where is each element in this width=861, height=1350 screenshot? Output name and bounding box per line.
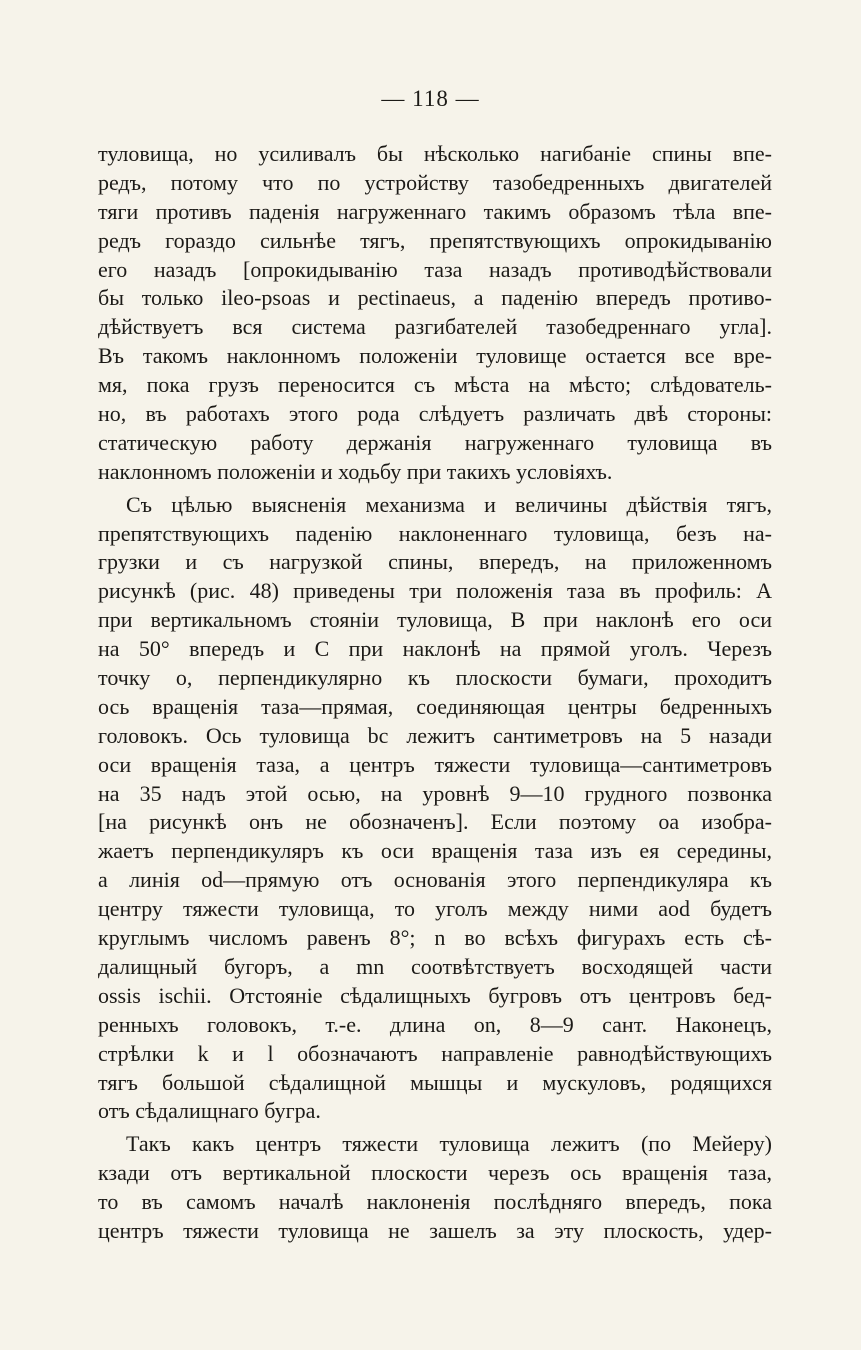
paragraph-3 xyxy=(98,1130,772,1246)
paragraph-2 xyxy=(98,491,772,1127)
text-line: центру тяжести туловища, то уголъ между ними aod будетъ xyxy=(98,896,772,922)
text-line: на 50° впередъ и C при наклонѣ на прямой уголъ. Черезъ xyxy=(98,636,772,662)
text-line: дѣйствуетъ вся система разгибателей тазобедреннаго угла]. xyxy=(98,314,772,340)
text-line: головокъ. Ось туловища bc лежитъ сантиметровъ на 5 назади xyxy=(98,722,772,748)
page-number: — 118 — xyxy=(381,86,480,111)
text-line: а линiя od—прямую отъ основанiя этого перпендикуляра къ xyxy=(98,867,772,893)
text-line: [на рисункѣ онъ не обозначенъ]. Если поэтому oa изобра- xyxy=(98,809,772,835)
body-text xyxy=(98,140,772,1246)
text-line: стрѣлки k и l обозначаютъ направленiе равнодѣйствующихъ xyxy=(98,1040,772,1066)
text-line: центръ тяжести туловища не зашелъ за эту плоскость, удер- xyxy=(98,1217,772,1243)
text-line: ossis ischii. Отстоянiе сѣдалищныхъ бугровъ отъ центровъ бед- xyxy=(98,982,772,1008)
text-line: туловища, но усиливалъ бы нѣсколько нагибанiе спины впе- xyxy=(98,141,772,166)
text-line: ренныхъ головокъ, т.-е. длина on, 8—9 сант. Наконецъ, xyxy=(98,1011,772,1037)
text-line: редъ, потому что по устройству тазобедренныхъ двигателей xyxy=(98,169,772,195)
text-line: препятствующихъ паденiю наклоненнаго туловища, безъ на- xyxy=(98,520,772,546)
text-line: оси вращенiя таза, а центръ тяжести туловища—сантиметровъ xyxy=(98,751,772,777)
text-line: кзади отъ вертикальной плоскости черезъ ось вращенiя таза, xyxy=(98,1160,772,1186)
text-line: круглымъ числомъ равенъ 8°; n во всѣхъ фигурахъ есть сѣ- xyxy=(98,925,772,951)
text-line: редъ гораздо сильнѣе тягъ, препятствующихъ опрокидыванiю xyxy=(98,227,772,253)
text-line: далищный бугоръ, а mn соотвѣтствуетъ восходящей части xyxy=(98,953,772,979)
text-line: при вертикальномъ стоянiи туловища, B при наклонѣ его оси xyxy=(98,607,772,633)
text-line: Въ такомъ наклонномъ положенiи туловище остается все вре- xyxy=(98,343,772,369)
text-line: его назадъ [опрокидыванiю таза назадъ противодѣйствовали xyxy=(98,256,772,282)
text-line: на 35 надъ этой осью, на уровнѣ 9—10 грудного позвонка xyxy=(98,780,772,806)
text-line: ось вращенiя таза—прямая, соединяющая центры бедренныхъ xyxy=(98,693,772,719)
text-line: отъ сѣдалищнаго бугра. xyxy=(98,1098,321,1124)
text-line: точку o, перпендикулярно къ плоскости бумаги, проходитъ xyxy=(98,665,772,691)
text-line: рисункѣ (рис. 48) приведены три положенiя таза въ профиль: A xyxy=(98,578,772,604)
text-line: тягъ большой сѣдалищной мышцы и мускуловъ, родящихся xyxy=(98,1069,772,1095)
text-line: то въ самомъ началѣ наклоненiя послѣдняго впередъ, пока xyxy=(98,1189,772,1215)
paragraph-1 xyxy=(98,140,772,487)
text-line: но, въ работахъ этого рода слѣдуетъ различать двѣ стороны: xyxy=(98,401,772,427)
text-line: наклонномъ положенiи и ходьбу при такихъ условiяхъ. xyxy=(98,458,613,484)
text-line: статическую работу держанiя нагруженнаго туловища въ xyxy=(98,429,772,455)
text-line: тяги противъ паденiя нагруженнаго такимъ образомъ тѣла впе- xyxy=(98,198,772,224)
text-line: грузки и съ нагрузкой спины, впередъ, на приложенномъ xyxy=(98,549,772,575)
text-line: Такъ какъ центръ тяжести туловища лежитъ (по Мейеру) xyxy=(126,1131,772,1157)
text-line: жаетъ перпендикуляръ къ оси вращенiя таза изъ ея середины, xyxy=(98,838,772,864)
text-line: Съ цѣлью выясненiя механизма и величины дѣйствiя тягъ, xyxy=(126,491,772,517)
text-line: мя, пока грузъ переносится съ мѣста на мѣсто; слѣдователь- xyxy=(98,372,772,398)
text-line: бы только ileo-psoas и pectinaeus, а паденiю впередъ противо- xyxy=(98,285,772,311)
